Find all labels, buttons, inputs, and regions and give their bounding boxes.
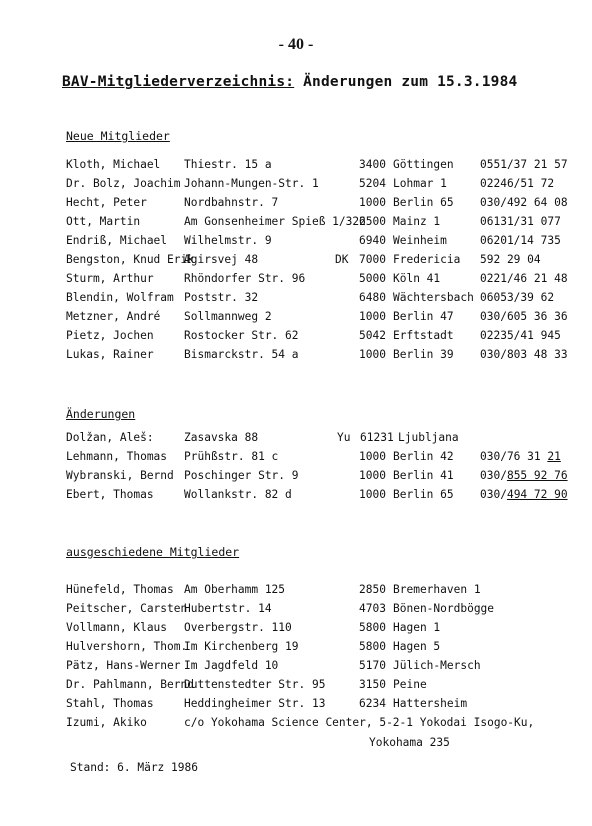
member-city: Peine [393,678,427,691]
member-city: Bremerhaven 1 [393,583,481,596]
member-name: Izumi, Akiko [66,716,147,729]
member-name: Wybranski, Bernd [66,469,174,482]
phone-changed-part: 855 92 76 [506,469,568,482]
member-street: Overbergstr. 110 [184,621,292,634]
member-city: Berlin 47 [393,310,454,323]
member-row [0,329,592,347]
member-row [0,177,592,195]
member-phone: 030/803 48 33 [480,348,568,361]
member-street: Hubertstr. 14 [184,602,272,615]
departed-row [0,716,592,734]
member-postcode: 5170 [359,659,386,672]
member-street: Duttenstedter Str. 95 [184,678,326,691]
change-row [0,431,592,449]
member-postcode: 5000 [359,272,386,285]
member-row [0,196,592,214]
member-row [0,253,592,271]
member-street: Nordbahnstr. 7 [184,196,279,209]
member-city: Hagen 5 [393,640,441,653]
member-name: Hünefeld, Thomas [66,583,174,596]
departed-row [0,659,592,677]
member-city: Berlin 41 [393,469,454,482]
member-name: Stahl, Thomas [66,697,154,710]
member-row [0,310,592,328]
departed-row [0,678,592,696]
member-row [0,272,592,290]
member-city: Erftstadt [393,329,454,342]
member-phone: 592 29 04 [480,253,541,266]
member-postcode: 6500 [359,215,386,228]
member-phone: 06053/39 62 [480,291,555,304]
member-row [0,158,592,176]
member-name: Dolžan, Aleš: [66,431,154,444]
section-heading-new-members: Neue Mitglieder [66,129,170,143]
member-name: Lehmann, Thomas [66,450,168,463]
member-street: Im Jagdfeld 10 [184,659,279,672]
member-street: Rostocker Str. 62 [184,329,299,342]
member-phone: 0551/37 21 57 [480,158,568,171]
title-prefix: BAV-Mitgliederverzeichnis: [62,74,295,90]
member-street: Wilhelmstr. 9 [184,234,272,247]
change-row [0,488,592,506]
member-postcode: 1000 [359,196,386,209]
member-name: Hecht, Peter [66,196,147,209]
member-phone: 06131/31 077 [480,215,561,228]
member-name: Vollmann, Klaus [66,621,168,634]
member-city: Bönen-Nordbögge [393,602,495,615]
member-postcode: 1000 [359,348,386,361]
member-street: Am Oberhamm 125 [184,583,286,596]
phone-changed-part: 494 72 90 [506,488,568,501]
page-number: - 40 - [278,36,314,53]
member-city: Lohmar 1 [393,177,447,190]
departed-row-continuation [0,736,592,754]
member-city: Berlin 65 [393,488,454,501]
member-name: Endriß, Michael [66,234,168,247]
member-city: Weinheim [393,234,447,247]
member-phone: 02246/51 72 [480,177,555,190]
member-postcode: 3400 [359,158,386,171]
member-postcode: 2850 [359,583,386,596]
member-street: Bismarckstr. 54 a [184,348,299,361]
member-street: Thiestr. 15 a [184,158,272,171]
member-name: Dr. Pahlmann, Bernd [66,678,194,691]
member-street: Johann-Mungen-Str. 1 [184,177,319,190]
member-country: DK [335,253,349,266]
member-city: Berlin 65 [393,196,454,209]
departed-row [0,640,592,658]
member-street: Ægirsvej 48 [184,253,259,266]
member-row [0,348,592,366]
phone-changed-part: 21 [547,450,561,463]
member-city: Göttingen [393,158,454,171]
member-postcode: 1000 [359,488,386,501]
member-postcode: 7000 [359,253,386,266]
section-heading-changes: Änderungen [66,407,136,421]
member-postcode: 5042 [359,329,386,342]
member-city: Yokohama 235 [369,736,450,749]
member-city: Mainz 1 [393,215,441,228]
member-street: Prühßstr. 81 c [184,450,279,463]
member-postcode: 5800 [359,621,386,634]
member-postcode: 6234 [359,697,386,710]
member-phone [480,450,561,463]
departed-row [0,602,592,620]
member-street: Poschinger Str. 9 [184,469,299,482]
member-street: Im Kirchenberg 19 [184,640,299,653]
member-name: Kloth, Michael [66,158,161,171]
member-postcode: 5800 [359,640,386,653]
member-name: Bengston, Knud Erik [66,253,194,266]
member-street: Heddingheimer Str. 13 [184,697,326,710]
member-row [0,291,592,309]
member-name: Metzner, André [66,310,161,323]
member-postcode: 1000 [359,450,386,463]
member-city: Berlin 39 [393,348,454,361]
member-street: Poststr. 32 [184,291,259,304]
member-phone: 030/492 64 08 [480,196,568,209]
member-street: Am Gonsenheimer Spieß 1/322 [184,215,366,228]
document-title [62,74,517,90]
title-rest: Änderungen zum 15.3.1984 [303,74,518,90]
member-name: Ott, Martin [66,215,141,228]
member-postcode: 1000 [359,469,386,482]
change-row [0,450,592,468]
member-street: Zasavska 88 [184,431,259,444]
phone-prefix: 030/76 31 [480,450,548,463]
phone-prefix: 030/ [480,488,507,501]
member-street: Sollmannweg 2 [184,310,272,323]
member-city: Fredericia [393,253,461,266]
member-phone: 030/605 36 36 [480,310,568,323]
member-name: Pätz, Hans-Werner [66,659,181,672]
member-city: Jülich-Mersch [393,659,481,672]
member-postcode: 4703 [359,602,386,615]
member-name: Blendin, Wolfram [66,291,174,304]
member-city: Wächtersbach [393,291,474,304]
member-street: Wollankstr. 82 d [184,488,292,501]
departed-row [0,697,592,715]
member-phone: 06201/14 735 [480,234,561,247]
section-heading-departed: ausgeschiedene Mitglieder [66,545,240,559]
member-address: c/o Yokohama Science Center, 5-2-1 Yokodai Isogo-Ku, [184,716,535,729]
member-row [0,234,592,252]
change-row [0,469,592,487]
member-phone [480,488,568,501]
member-name: Pietz, Jochen [66,329,154,342]
member-name: Lukas, Rainer [66,348,154,361]
member-city: Hattersheim [393,697,468,710]
member-postcode: 1000 [359,310,386,323]
member-postcode: 5204 [359,177,386,190]
member-country: Yu [337,431,351,444]
member-postcode: 3150 [359,678,386,691]
member-city: Ljubljana [398,431,459,444]
member-postcode: 6940 [359,234,386,247]
member-phone: 02235/41 945 [480,329,561,342]
phone-prefix: 030/ [480,469,507,482]
departed-row [0,621,592,639]
member-name: Sturm, Arthur [66,272,154,285]
member-name: Ebert, Thomas [66,488,154,501]
member-city: Hagen 1 [393,621,441,634]
member-postcode: 61231 [360,431,394,444]
member-city: Berlin 42 [393,450,454,463]
member-street: Rhöndorfer Str. 96 [184,272,306,285]
member-row [0,215,592,233]
member-phone: 0221/46 21 48 [480,272,568,285]
member-name: Dr. Bolz, Joachim [66,177,181,190]
departed-row [0,583,592,601]
member-city: Köln 41 [393,272,441,285]
status-date: Stand: 6. März 1986 [70,761,198,774]
member-name: Peitscher, Carsten [66,602,188,615]
member-name: Hulvershorn, Thom. [66,640,188,653]
member-postcode: 6480 [359,291,386,304]
member-phone [480,469,568,482]
